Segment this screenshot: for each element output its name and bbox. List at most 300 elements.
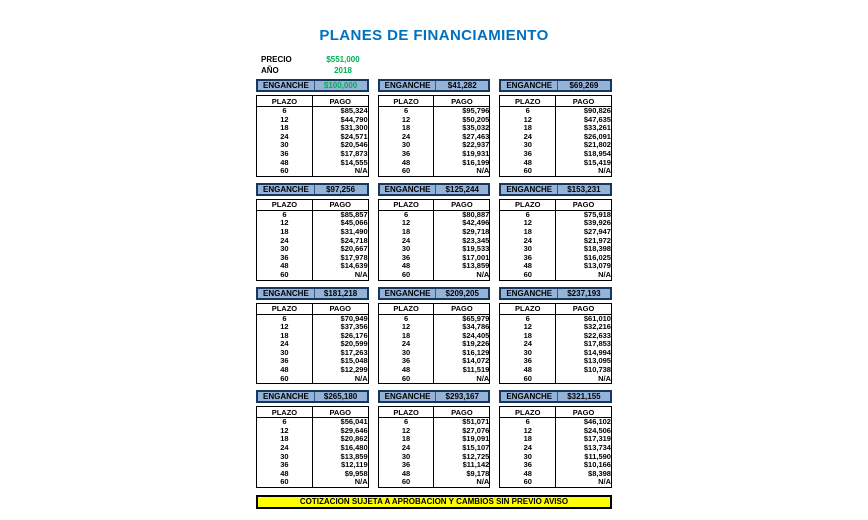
plan-row [378, 167, 490, 176]
pago-value: $19,226 [462, 339, 490, 349]
pago-value: $24,571 [340, 131, 368, 141]
plazo-value: 36 [378, 150, 434, 159]
enganche-header [256, 79, 369, 92]
pago-value: $13,079 [583, 261, 611, 271]
payments-table [499, 406, 612, 488]
plazo-column-header: PLAZO [257, 199, 313, 210]
pago-value: $15,107 [462, 443, 490, 453]
pago-value: $19,931 [462, 148, 490, 158]
plazo-value: 6 [378, 314, 434, 323]
content-area [256, 54, 612, 509]
pago-column-header: PAGO [312, 96, 368, 107]
plan-row [378, 366, 490, 375]
pago-value: $46,102 [583, 417, 611, 427]
plan-row [257, 478, 369, 487]
precio-row [258, 54, 612, 65]
plazo-value: 18 [378, 332, 434, 341]
enganche-label: ENGANCHE [380, 185, 437, 194]
enganche-label: ENGANCHE [380, 81, 437, 90]
pago-value: $27,463 [462, 131, 490, 141]
pago-value: $10,166 [583, 460, 611, 470]
plazo-value: 18 [257, 228, 313, 237]
pago-value: $18,954 [583, 148, 611, 158]
plan-row [500, 167, 612, 176]
payments-table [499, 303, 612, 385]
pago-value: $24,506 [583, 425, 611, 435]
plan-block-2 [378, 79, 491, 177]
pago-column-header: PAGO [312, 303, 368, 314]
pago-value: $47,635 [583, 114, 611, 124]
enganche-header [256, 183, 369, 196]
pago-value: $13,734 [583, 443, 611, 453]
pago-value: $85,857 [340, 209, 368, 219]
payments-table [256, 406, 369, 488]
payments-table-header-row [378, 96, 490, 107]
plan-row [378, 262, 490, 271]
plazo-value: 48 [257, 262, 313, 271]
enganche-value: $321,155 [567, 392, 601, 402]
plazo-value: 60 [378, 375, 434, 384]
plan-block-4 [256, 183, 369, 281]
pago-value: N/A [598, 373, 611, 383]
plan-row [500, 262, 612, 271]
pago-value: $12,299 [340, 365, 368, 375]
plazo-value: 60 [378, 167, 434, 176]
plazo-value: 30 [257, 453, 313, 462]
plazo-value: 6 [500, 210, 556, 219]
plazo-column-header: PLAZO [500, 96, 556, 107]
pago-value: $17,873 [340, 148, 368, 158]
plazo-value: 24 [378, 237, 434, 246]
plazo-value: 18 [378, 124, 434, 133]
plan-row [500, 375, 612, 384]
pago-value: $20,862 [340, 434, 368, 444]
pago-column-header: PAGO [556, 303, 612, 314]
pago-value: $20,546 [340, 140, 368, 150]
plazo-value: 60 [257, 375, 313, 384]
disclaimer-banner: COTIZACION SUJETA A APROBACION Y CAMBIOS SIN PREVIO AVISO [256, 495, 612, 509]
payments-table [378, 95, 491, 177]
pago-value: $19,091 [462, 434, 490, 444]
pago-value: N/A [476, 373, 490, 383]
pago-value: $26,091 [583, 131, 611, 141]
plazo-value: 6 [378, 210, 434, 219]
plazo-value: 12 [257, 427, 313, 436]
anio-label: AÑO [261, 66, 279, 75]
plazo-value: 6 [500, 107, 556, 116]
plazo-value: 36 [257, 357, 313, 366]
plazo-value: 12 [500, 116, 556, 125]
pago-value: $16,199 [462, 157, 490, 167]
plazo-value: 36 [257, 461, 313, 470]
payments-table [256, 199, 369, 281]
pago-column-header: PAGO [556, 199, 612, 210]
plazo-value: 12 [378, 323, 434, 332]
payments-table-header-row [257, 407, 369, 418]
pago-value: $14,994 [583, 347, 611, 357]
plazo-value: 6 [500, 314, 556, 323]
plazo-value: 48 [500, 470, 556, 479]
plazo-value: 30 [500, 245, 556, 254]
plan-block-11 [378, 390, 491, 488]
plan-row [378, 271, 490, 280]
price-info-block [258, 54, 612, 76]
plazo-value: 6 [378, 418, 434, 427]
pago-value: $10,738 [583, 365, 611, 375]
pago-value: $33,261 [583, 123, 611, 133]
payments-table [499, 199, 612, 281]
plazo-value: 18 [500, 228, 556, 237]
payments-table-header-row [378, 303, 490, 314]
plazo-value: 48 [257, 159, 313, 168]
plan-row [500, 271, 612, 280]
pago-value: $51,071 [462, 417, 490, 427]
plazo-value: 36 [257, 150, 313, 159]
enganche-value: $100,000 [323, 81, 358, 90]
plazo-value: 30 [500, 453, 556, 462]
pago-value: $65,979 [462, 313, 490, 323]
plazo-value: 12 [500, 427, 556, 436]
enganche-header [499, 390, 612, 403]
pago-value: $11,590 [584, 451, 611, 461]
pago-value: N/A [476, 477, 490, 487]
pago-column-header: PAGO [434, 303, 490, 314]
plazo-value: 60 [378, 478, 434, 487]
pago-value: N/A [598, 269, 611, 279]
payments-table [499, 95, 612, 177]
payments-table [378, 406, 491, 488]
plazo-value: 24 [378, 133, 434, 142]
pago-value: N/A [354, 269, 368, 279]
pago-value: $9,958 [344, 468, 368, 478]
enganche-header [378, 79, 491, 92]
plazo-value: 6 [257, 107, 313, 116]
payments-table [378, 199, 491, 281]
pago-value: $35,032 [462, 123, 490, 133]
precio-label: PRECIO [261, 55, 292, 64]
pago-column-header: PAGO [434, 407, 490, 418]
pago-value: $50,205 [462, 114, 490, 124]
enganche-label: ENGANCHE [501, 81, 558, 90]
plazo-value: 60 [500, 271, 556, 280]
plazo-value: 18 [378, 435, 434, 444]
plan-row [257, 159, 369, 168]
pago-value: $21,972 [583, 235, 611, 245]
pago-value: $8,398 [588, 468, 611, 478]
pago-column-header: PAGO [434, 96, 490, 107]
plazo-value: 24 [500, 444, 556, 453]
payments-table-header-row [378, 407, 490, 418]
enganche-label: ENGANCHE [501, 289, 558, 298]
pago-value: $19,533 [462, 244, 490, 254]
anio-row [258, 65, 612, 76]
plazo-value: 6 [257, 210, 313, 219]
pago-value: $56,041 [340, 417, 368, 427]
plan-row [257, 262, 369, 271]
pago-value: $16,129 [462, 347, 490, 357]
plan-row [257, 271, 369, 280]
enganche-label: ENGANCHE [380, 392, 437, 401]
enganche-header [378, 287, 491, 300]
pago-value: $39,926 [583, 218, 611, 228]
pago-value: $14,072 [462, 356, 490, 366]
enganche-header [378, 183, 491, 196]
pago-value: $23,345 [462, 235, 490, 245]
plazo-value: 18 [500, 124, 556, 133]
plazo-value: 36 [378, 357, 434, 366]
plazo-column-header: PLAZO [500, 407, 556, 418]
pago-value: N/A [354, 477, 368, 487]
plan-block-8 [378, 287, 491, 385]
plazo-value: 30 [500, 349, 556, 358]
anio-value: 2018 [334, 66, 352, 75]
pago-column-header: PAGO [556, 407, 612, 418]
plazo-column-header: PLAZO [378, 199, 434, 210]
plan-row [378, 375, 490, 384]
plazo-value: 18 [378, 228, 434, 237]
enganche-value: $69,269 [569, 81, 599, 90]
plan-row [500, 478, 612, 487]
pago-value: $95,796 [462, 106, 490, 115]
payments-table [378, 303, 491, 385]
pago-value: $24,718 [340, 235, 368, 245]
plazo-value: 36 [500, 254, 556, 263]
pago-value: $13,859 [462, 261, 490, 271]
payments-table-header-row [257, 199, 369, 210]
plazo-value: 48 [378, 159, 434, 168]
plazo-value: 48 [378, 262, 434, 271]
plazo-value: 48 [500, 366, 556, 375]
pago-value: $70,949 [340, 313, 368, 323]
plazo-value: 36 [500, 357, 556, 366]
pago-value: $14,555 [340, 157, 368, 167]
pago-value: $15,419 [583, 157, 611, 167]
plan-row [257, 470, 369, 479]
pago-value: $13,095 [583, 356, 611, 366]
plazo-column-header: PLAZO [257, 96, 313, 107]
enganche-label: ENGANCHE [501, 185, 558, 194]
plazo-column-header: PLAZO [378, 303, 434, 314]
pago-value: $29,646 [340, 425, 368, 435]
plazo-value: 36 [378, 254, 434, 263]
pago-value: $27,076 [462, 425, 490, 435]
plan-row [500, 470, 612, 479]
pago-value: $17,319 [583, 434, 611, 444]
payments-table-header-row [500, 407, 612, 418]
pago-value: $16,480 [340, 443, 368, 453]
plans-grid [256, 79, 612, 488]
enganche-header [499, 287, 612, 300]
pago-value: $42,496 [462, 218, 490, 228]
pago-value: $12,119 [340, 460, 368, 470]
enganche-label: ENGANCHE [258, 392, 315, 401]
pago-value: N/A [476, 166, 490, 176]
pago-value: $44,790 [340, 114, 368, 124]
pago-value: $45,066 [340, 218, 368, 228]
plazo-value: 30 [257, 141, 313, 150]
plazo-value: 60 [257, 167, 313, 176]
plazo-column-header: PLAZO [378, 96, 434, 107]
plazo-value: 24 [257, 133, 313, 142]
enganche-value: $237,193 [567, 288, 601, 298]
plazo-value: 36 [378, 461, 434, 470]
plazo-value: 6 [257, 418, 313, 427]
enganche-value: $293,167 [445, 392, 479, 402]
pago-value: $31,300 [340, 123, 368, 133]
plazo-value: 30 [257, 349, 313, 358]
pago-value: $32,216 [583, 322, 611, 332]
plazo-value: 24 [257, 237, 313, 246]
plan-block-3 [499, 79, 612, 177]
plazo-value: 18 [257, 124, 313, 133]
enganche-value: $97,256 [326, 184, 356, 194]
pago-value: $20,599 [340, 339, 368, 349]
enganche-value: $125,244 [445, 184, 479, 194]
payments-table-header-row [500, 303, 612, 314]
payments-table-header-row [378, 199, 490, 210]
plazo-value: 30 [378, 453, 434, 462]
payments-table [256, 95, 369, 177]
pago-value: $18,398 [583, 244, 611, 254]
plan-row [257, 366, 369, 375]
pago-value: N/A [354, 373, 368, 383]
payments-table-header-row [500, 96, 612, 107]
pago-value: $61,010 [583, 313, 611, 323]
plan-row [500, 159, 612, 168]
pago-value: N/A [598, 166, 611, 176]
enganche-label: ENGANCHE [258, 289, 315, 298]
plazo-value: 24 [257, 340, 313, 349]
enganche-value: $41,282 [447, 81, 477, 90]
enganche-value: $209,205 [445, 288, 479, 298]
plan-row [378, 478, 490, 487]
plazo-value: 18 [257, 332, 313, 341]
pago-value: $15,048 [340, 356, 368, 366]
plazo-value: 36 [500, 461, 556, 470]
enganche-value: $265,180 [323, 392, 358, 402]
pago-column-header: PAGO [312, 199, 368, 210]
enganche-header [256, 287, 369, 300]
plazo-value: 6 [500, 418, 556, 427]
plazo-value: 18 [257, 435, 313, 444]
plazo-value: 30 [500, 141, 556, 150]
payments-table [256, 303, 369, 385]
pago-value: $24,405 [462, 330, 490, 340]
pago-value: $17,001 [462, 252, 490, 262]
pago-value: $11,519 [462, 365, 490, 375]
plazo-value: 12 [378, 219, 434, 228]
plazo-value: 12 [257, 323, 313, 332]
plazo-value: 6 [257, 314, 313, 323]
plazo-value: 18 [500, 435, 556, 444]
pago-value: $17,978 [340, 252, 368, 262]
pago-value: N/A [476, 269, 490, 279]
pago-value: $17,853 [583, 339, 611, 349]
pago-value: $85,324 [340, 106, 368, 115]
pago-value: $80,887 [462, 209, 490, 219]
pago-value: $12,725 [462, 451, 490, 461]
pago-value: $26,176 [340, 330, 368, 340]
plazo-value: 24 [257, 444, 313, 453]
plazo-value: 48 [500, 159, 556, 168]
plazo-value: 24 [378, 444, 434, 453]
page-title: PLANES DE FINANCIAMIENTO [319, 27, 549, 44]
pago-value: N/A [354, 166, 368, 176]
plan-block-6 [499, 183, 612, 281]
plazo-value: 48 [500, 262, 556, 271]
plazo-column-header: PLAZO [257, 303, 313, 314]
plazo-value: 60 [500, 478, 556, 487]
payments-table-header-row [257, 96, 369, 107]
payments-table-header-row [500, 199, 612, 210]
plazo-value: 24 [500, 340, 556, 349]
pago-value: $75,918 [583, 209, 611, 219]
enganche-header [378, 390, 491, 403]
plan-block-10 [256, 390, 369, 488]
precio-value: $551,000 [326, 55, 360, 64]
plan-row [378, 470, 490, 479]
pago-column-header: PAGO [312, 407, 368, 418]
plazo-value: 30 [378, 349, 434, 358]
plazo-value: 30 [257, 245, 313, 254]
pago-value: $22,937 [462, 140, 490, 150]
plazo-value: 18 [500, 332, 556, 341]
pago-value: $27,947 [583, 226, 611, 236]
pago-value: $29,718 [462, 226, 490, 236]
plan-block-9 [499, 287, 612, 385]
plan-block-1 [256, 79, 369, 177]
pago-value: $14,639 [340, 261, 368, 271]
pago-value: N/A [598, 477, 611, 487]
plan-block-12 [499, 390, 612, 488]
plan-row [257, 167, 369, 176]
plazo-value: 12 [500, 219, 556, 228]
enganche-value: $153,231 [567, 184, 601, 194]
plazo-value: 60 [257, 271, 313, 280]
plazo-column-header: PLAZO [378, 407, 434, 418]
pago-column-header: PAGO [556, 96, 612, 107]
pago-value: $20,667 [340, 244, 368, 254]
pago-value: $9,178 [466, 468, 490, 478]
pago-value: $22,633 [583, 330, 611, 340]
plazo-column-header: PLAZO [257, 407, 313, 418]
pago-value: $17,263 [340, 347, 368, 357]
enganche-label: ENGANCHE [258, 81, 315, 90]
plazo-value: 24 [500, 133, 556, 142]
plazo-column-header: PLAZO [500, 303, 556, 314]
enganche-header [499, 183, 612, 196]
plazo-value: 12 [378, 427, 434, 436]
plazo-value: 6 [378, 107, 434, 116]
plazo-value: 30 [378, 141, 434, 150]
plan-block-7 [256, 287, 369, 385]
plazo-value: 48 [257, 470, 313, 479]
enganche-header [256, 390, 369, 403]
enganche-label: ENGANCHE [258, 185, 315, 194]
pago-value: $16,025 [583, 252, 611, 262]
enganche-header [499, 79, 612, 92]
enganche-value: $181,218 [323, 288, 358, 298]
pago-column-header: PAGO [434, 199, 490, 210]
plazo-value: 12 [378, 116, 434, 125]
pago-value: $21,802 [583, 140, 611, 150]
plan-row [257, 375, 369, 384]
pago-value: $34,786 [462, 322, 490, 332]
enganche-label: ENGANCHE [501, 392, 558, 401]
plan-row [378, 159, 490, 168]
plazo-value: 30 [378, 245, 434, 254]
plan-block-5 [378, 183, 491, 281]
